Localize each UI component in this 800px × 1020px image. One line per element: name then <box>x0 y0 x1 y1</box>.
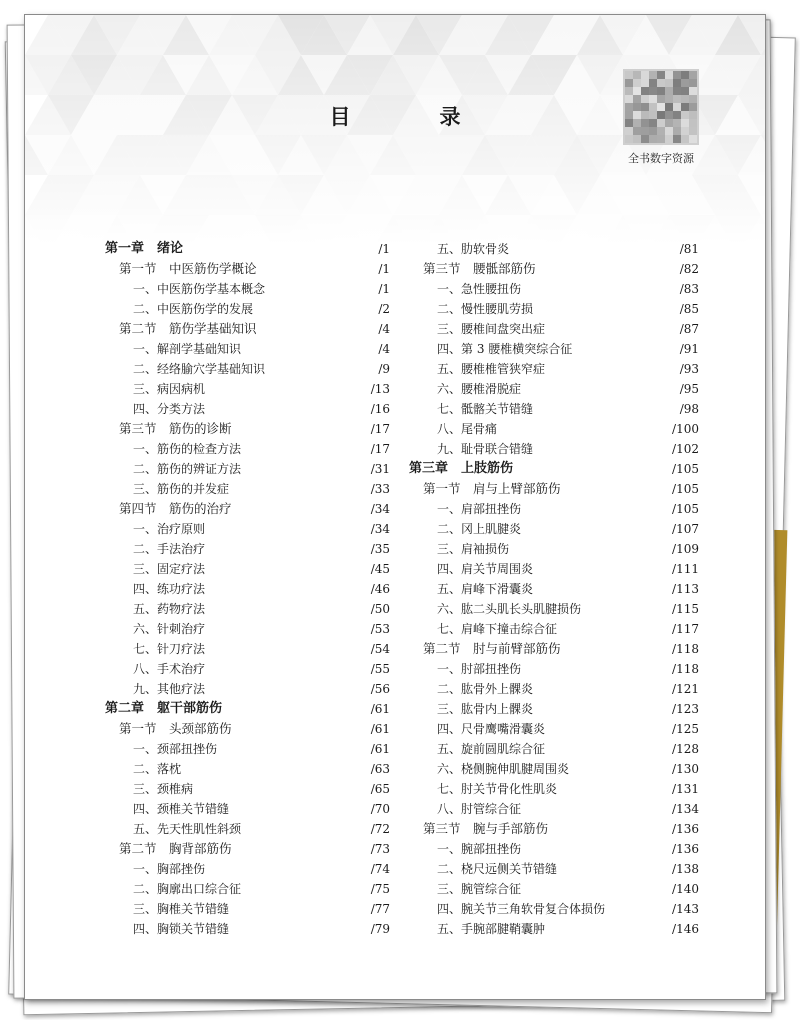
toc-page-number: /82 <box>679 262 699 276</box>
toc-column-left <box>105 239 390 939</box>
qr-code[interactable] <box>623 69 699 145</box>
toc-page-number: /85 <box>679 302 699 316</box>
toc-entry-label: 二、中医筋伤学的发展 <box>133 302 254 316</box>
toc-entry-label: 第二节 肘与前臂部筋伤 <box>423 641 561 656</box>
toc-page-number: /115 <box>672 602 699 616</box>
toc-entry-label: 二、冈上肌腱炎 <box>437 522 522 536</box>
toc-page-number: /128 <box>672 742 699 756</box>
toc-entry-label: 七、针刀疗法 <box>133 642 206 656</box>
toc-item[interactable] <box>409 319 699 339</box>
toc-page-number: /79 <box>370 922 390 936</box>
toc-entry-label: 二、慢性腰肌劳损 <box>437 302 534 316</box>
toc-page-number: /13 <box>370 382 390 396</box>
toc-item[interactable] <box>105 899 390 919</box>
toc-item[interactable] <box>409 419 699 439</box>
toc-entry-label: 第二节 胸背部筋伤 <box>119 841 232 856</box>
toc-item[interactable] <box>409 239 699 259</box>
toc-entry-label: 九、其他疗法 <box>133 682 206 696</box>
toc-item[interactable] <box>409 919 699 939</box>
toc-item[interactable] <box>105 619 390 639</box>
toc-entry-label: 八、尾骨痛 <box>437 422 498 436</box>
toc-entry-label: 第三章 上肢筋伤 <box>409 461 514 476</box>
toc-entry-label: 一、筋伤的检查方法 <box>133 442 242 456</box>
toc-page-number: /118 <box>672 642 699 656</box>
toc-page-number: /74 <box>370 862 390 876</box>
toc-entry-label: 四、第 3 腰椎横突综合征 <box>437 342 573 356</box>
toc-page-number: /113 <box>672 582 699 596</box>
toc-entry-label: 六、桡侧腕伸肌腱周围炎 <box>437 762 570 776</box>
toc-item[interactable] <box>105 799 390 819</box>
toc-entry-label: 五、药物疗法 <box>133 602 206 616</box>
toc-page-number: /98 <box>679 402 699 416</box>
toc-column-right <box>409 239 699 939</box>
toc-page-number: /105 <box>672 462 699 476</box>
toc-item[interactable] <box>409 519 699 539</box>
toc-item[interactable] <box>105 479 390 499</box>
toc-entry-label: 一、治疗原则 <box>133 522 206 536</box>
toc-page-number: /81 <box>679 242 699 256</box>
toc-entry-label: 第一节 头颈部筋伤 <box>119 721 232 736</box>
toc-page-number: /1 <box>378 242 390 256</box>
toc-entry-label: 五、先天性肌性斜颈 <box>133 822 242 836</box>
toc-page-number: /134 <box>672 802 699 816</box>
toc-chapter[interactable] <box>105 699 390 719</box>
toc-item[interactable] <box>105 519 390 539</box>
toc-page-number: /105 <box>672 502 699 516</box>
toc-item[interactable] <box>409 899 699 919</box>
toc-entry-label: 八、肘管综合征 <box>437 802 522 816</box>
toc-item[interactable] <box>105 379 390 399</box>
toc-entry-label: 第三节 腰骶部筋伤 <box>423 261 536 276</box>
toc-page-number: /70 <box>370 802 390 816</box>
toc-section[interactable] <box>105 839 390 859</box>
toc-entry-label: 六、腰椎滑脱症 <box>437 382 522 396</box>
toc-entry-label: 四、分类方法 <box>133 402 206 416</box>
toc-item[interactable] <box>409 559 699 579</box>
toc-page-number: /50 <box>370 602 390 616</box>
toc-item[interactable] <box>409 859 699 879</box>
toc-page-number: /91 <box>679 342 699 356</box>
toc-entry-label: 四、肩关节周围炎 <box>437 562 534 576</box>
toc-item[interactable] <box>105 759 390 779</box>
toc-page-number: /130 <box>672 762 699 776</box>
toc-entry-label: 七、肩峰下撞击综合征 <box>437 622 558 636</box>
toc-item[interactable] <box>105 599 390 619</box>
toc-page-number: /1 <box>378 262 390 276</box>
toc-item[interactable] <box>105 859 390 879</box>
toc-page-number: /117 <box>672 622 699 636</box>
toc-page-number: /125 <box>672 722 699 736</box>
toc-item[interactable] <box>105 339 390 359</box>
page-title: 目 录 <box>329 105 495 129</box>
toc-page-number: /2 <box>378 302 390 316</box>
qr-caption: 全书数字资源 <box>628 152 694 165</box>
toc-item[interactable] <box>409 879 699 899</box>
toc-page-number: /54 <box>370 642 390 656</box>
toc-entry-label: 九、耻骨联合错缝 <box>437 442 534 456</box>
toc-item[interactable] <box>409 299 699 319</box>
toc-entry-label: 一、肘部扭挫伤 <box>437 662 522 676</box>
toc-entry-label: 一、颈部扭挫伤 <box>133 742 218 756</box>
toc-entry-label: 四、胸锁关节错缝 <box>133 922 230 936</box>
toc-entry-label: 三、肩袖损伤 <box>437 542 510 556</box>
toc-page-number: /4 <box>378 322 390 336</box>
toc-section[interactable] <box>409 819 699 839</box>
toc-page-number: /83 <box>679 282 699 296</box>
toc-page-number: /95 <box>679 382 699 396</box>
toc-page-number: /105 <box>672 482 699 496</box>
toc-page-number: /33 <box>370 482 390 496</box>
toc-page-number: /100 <box>672 422 699 436</box>
toc-entry-label: 一、腕部扭挫伤 <box>437 842 522 856</box>
toc-entry-label: 四、颈椎关节错缝 <box>133 802 230 816</box>
toc-entry-label: 一、肩部扭挫伤 <box>437 502 522 516</box>
toc-page-number: /65 <box>370 782 390 796</box>
toc-item[interactable] <box>105 579 390 599</box>
toc-item[interactable] <box>105 279 390 299</box>
toc-item[interactable] <box>409 439 699 459</box>
toc-item[interactable] <box>105 399 390 419</box>
toc-section[interactable] <box>409 639 699 659</box>
toc-page-number: /107 <box>672 522 699 536</box>
toc-entry-label: 第一节 中医筋伤学概论 <box>119 261 257 276</box>
toc-item[interactable] <box>105 359 390 379</box>
toc-item[interactable] <box>409 719 699 739</box>
toc-page-number: /121 <box>672 682 699 696</box>
toc-entry-label: 三、固定疗法 <box>133 562 206 576</box>
toc-page-number: /72 <box>370 822 390 836</box>
toc-page-number: /73 <box>370 842 390 856</box>
toc-entry-label: 四、腕关节三角软骨复合体损伤 <box>437 902 606 916</box>
toc-item[interactable] <box>105 299 390 319</box>
toc-item[interactable] <box>409 379 699 399</box>
toc-item[interactable] <box>409 799 699 819</box>
toc-section[interactable] <box>409 259 699 279</box>
toc-item[interactable] <box>409 839 699 859</box>
toc-page-number: /102 <box>672 442 699 456</box>
toc-item[interactable] <box>409 679 699 699</box>
toc-entry-label: 一、中医筋伤学基本概念 <box>133 282 266 296</box>
toc-item[interactable] <box>409 399 699 419</box>
toc-section[interactable] <box>409 479 699 499</box>
toc-entry-label: 八、手术治疗 <box>133 662 206 676</box>
toc-entry-label: 第三节 腕与手部筋伤 <box>423 821 549 836</box>
toc-page-number: /140 <box>672 882 699 896</box>
toc-page-number: /9 <box>378 362 390 376</box>
toc-page-number: /34 <box>370 522 390 536</box>
toc-entry-label: 第一章 绪论 <box>105 241 184 256</box>
toc-page <box>24 14 766 1000</box>
toc-item[interactable] <box>105 539 390 559</box>
toc-page-number: /111 <box>672 562 699 576</box>
toc-page-number: /63 <box>370 762 390 776</box>
toc-entry-label: 第四节 筋伤的治疗 <box>119 501 232 516</box>
toc-item[interactable] <box>409 579 699 599</box>
toc-entry-label: 三、腰椎间盘突出症 <box>437 322 546 336</box>
toc-page-number: /35 <box>370 542 390 556</box>
toc-entry-label: 二、手法治疗 <box>133 542 206 556</box>
toc-entry-label: 二、胸廓出口综合征 <box>133 882 242 896</box>
toc-page-number: /77 <box>370 902 390 916</box>
toc-page-number: /17 <box>370 422 390 436</box>
toc-page-number: /118 <box>672 662 699 676</box>
toc-page-number: /131 <box>672 782 699 796</box>
toc-entry-label: 五、手腕部腱鞘囊肿 <box>437 922 546 936</box>
toc-item[interactable] <box>409 359 699 379</box>
toc-page-number: /146 <box>672 922 699 936</box>
toc-entry-label: 一、急性腰扭伤 <box>437 282 522 296</box>
toc-entry-label: 四、练功疗法 <box>133 582 206 596</box>
toc-item[interactable] <box>409 499 699 519</box>
toc-item[interactable] <box>409 339 699 359</box>
toc-entry-label: 五、肋软骨炎 <box>437 242 510 256</box>
toc-item[interactable] <box>409 279 699 299</box>
toc-entry-label: 三、颈椎病 <box>133 782 194 796</box>
toc-entry-label: 六、肱二头肌长头肌腱损伤 <box>437 602 582 616</box>
toc-page-number: /61 <box>370 722 390 736</box>
toc-section[interactable] <box>105 419 390 439</box>
toc-section[interactable] <box>105 719 390 739</box>
toc-entry-label: 七、肘关节骨化性肌炎 <box>437 782 558 796</box>
toc-page-number: /46 <box>370 582 390 596</box>
toc-page-number: /1 <box>378 282 390 296</box>
toc-entry-label: 三、筋伤的并发症 <box>133 482 230 496</box>
toc-item[interactable] <box>105 779 390 799</box>
toc-item[interactable] <box>105 639 390 659</box>
toc-section[interactable] <box>105 499 390 519</box>
toc-page-number: /87 <box>679 322 699 336</box>
toc-page-number: /136 <box>672 822 699 836</box>
toc-page-number: /16 <box>370 402 390 416</box>
toc-entry-label: 五、旋前圆肌综合征 <box>437 742 546 756</box>
toc-item[interactable] <box>105 819 390 839</box>
toc-entry-label: 七、骶髂关节错缝 <box>437 402 534 416</box>
toc-page-number: /61 <box>370 702 390 716</box>
toc-entry-label: 六、针刺治疗 <box>133 622 206 636</box>
toc-item[interactable] <box>105 659 390 679</box>
toc-entry-label: 第三节 筋伤的诊断 <box>119 421 232 436</box>
toc-page-number: /4 <box>378 342 390 356</box>
toc-entry-label: 二、筋伤的辨证方法 <box>133 462 242 476</box>
toc-entry-label: 二、桡尺远侧关节错缝 <box>437 862 558 876</box>
toc-item[interactable] <box>105 559 390 579</box>
toc-page-number: /17 <box>370 442 390 456</box>
toc-item[interactable] <box>105 739 390 759</box>
toc-entry-label: 三、肱骨内上髁炎 <box>437 702 534 716</box>
toc-item[interactable] <box>105 879 390 899</box>
toc-item[interactable] <box>409 699 699 719</box>
toc-chapter[interactable] <box>409 459 699 479</box>
toc-entry-label: 二、落枕 <box>133 762 182 776</box>
toc-section[interactable] <box>105 259 390 279</box>
toc-entry-label: 五、肩峰下滑囊炎 <box>437 582 534 596</box>
toc-page-number: /31 <box>370 462 390 476</box>
toc-item[interactable] <box>105 459 390 479</box>
toc-entry-label: 第二节 筋伤学基础知识 <box>119 321 257 336</box>
toc-page-number: /53 <box>370 622 390 636</box>
toc-page-number: /45 <box>370 562 390 576</box>
toc-entry-label: 二、肱骨外上髁炎 <box>437 682 534 696</box>
toc-page-number: /123 <box>672 702 699 716</box>
toc-entry-label: 三、病因病机 <box>133 382 206 396</box>
toc-entry-label: 五、腰椎椎管狭窄症 <box>437 362 546 376</box>
toc-entry-label: 四、尺骨鹰嘴滑囊炎 <box>437 722 546 736</box>
toc-entry-label: 三、腕管综合征 <box>437 882 522 896</box>
toc-page-number: /136 <box>672 842 699 856</box>
toc-entry-label: 三、胸椎关节错缝 <box>133 902 230 916</box>
toc-entry-label: 一、胸部挫伤 <box>133 862 206 876</box>
toc-item[interactable] <box>105 679 390 699</box>
toc-item[interactable] <box>409 659 699 679</box>
toc-page-number: /93 <box>679 362 699 376</box>
toc-page-number: /55 <box>370 662 390 676</box>
toc-chapter[interactable] <box>105 239 390 259</box>
toc-item[interactable] <box>409 779 699 799</box>
toc-page-number: /34 <box>370 502 390 516</box>
toc-page-number: /138 <box>672 862 699 876</box>
toc-item[interactable] <box>409 619 699 639</box>
toc-item[interactable] <box>409 759 699 779</box>
toc-item[interactable] <box>105 439 390 459</box>
toc-page-number: /75 <box>370 882 390 896</box>
toc-section[interactable] <box>105 319 390 339</box>
toc-page-number: /143 <box>672 902 699 916</box>
toc-page-number: /56 <box>370 682 390 696</box>
toc-page-number: /109 <box>672 542 699 556</box>
toc-entry-label: 第二章 躯干部筋伤 <box>105 701 223 716</box>
toc-item[interactable] <box>409 739 699 759</box>
toc-item[interactable] <box>105 919 390 939</box>
toc-item[interactable] <box>409 539 699 559</box>
toc-item[interactable] <box>409 599 699 619</box>
toc-entry-label: 二、经络腧穴学基础知识 <box>133 362 266 376</box>
toc-entry-label: 一、解剖学基础知识 <box>133 342 242 356</box>
toc-entry-label: 第一节 肩与上臂部筋伤 <box>423 481 561 496</box>
toc-page-number: /61 <box>370 742 390 756</box>
